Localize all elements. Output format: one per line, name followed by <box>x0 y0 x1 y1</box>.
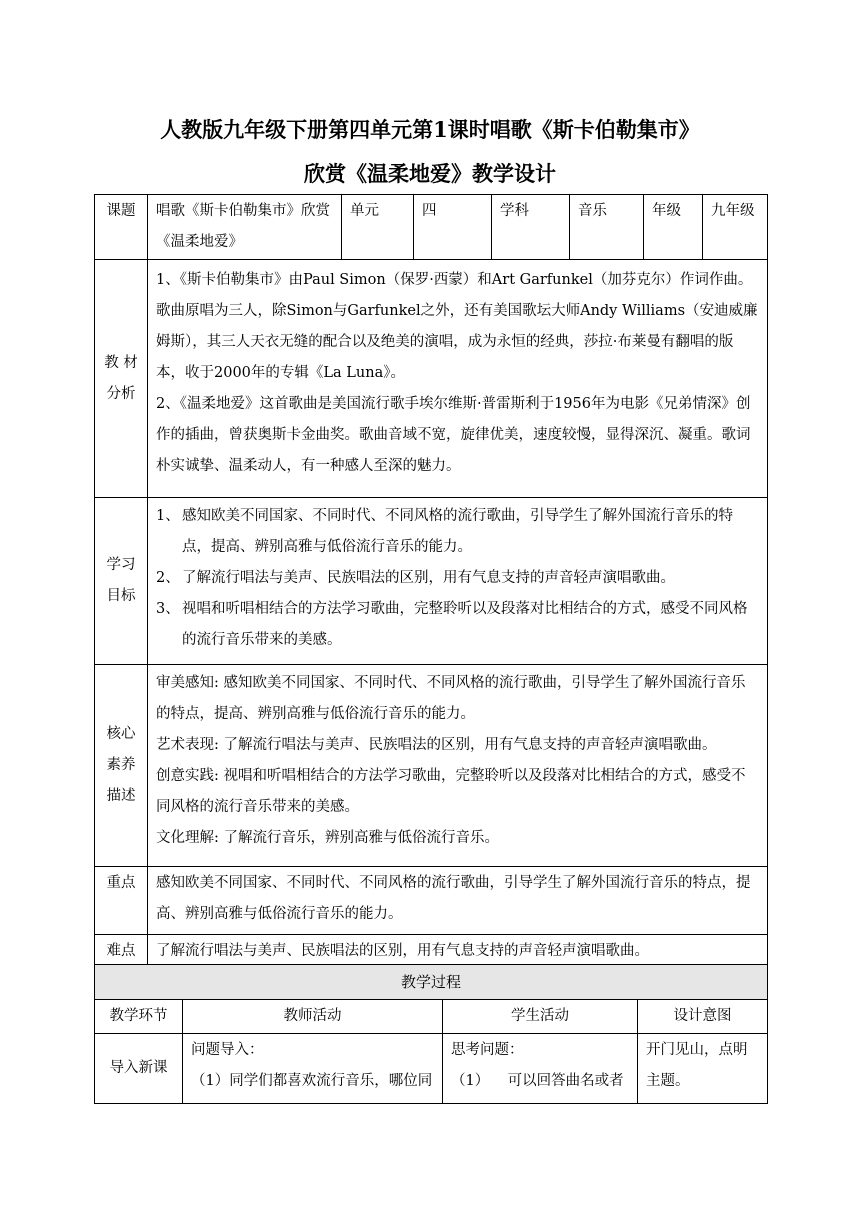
materials-label: 教 材 分析 <box>95 260 148 498</box>
process-stage: 导入新课 <box>95 1034 183 1104</box>
key-point-row <box>95 867 768 935</box>
objective-item <box>156 563 759 594</box>
topic-value: 唱歌《斯卡伯勒集市》欣赏《温柔地爱》 <box>148 195 342 260</box>
literacy-item: 艺术表现: 了解流行唱法与美声、民族唱法的区别，用有气息支持的声音轻声演唱歌曲。 <box>156 737 717 753</box>
process-band-title: 教学过程 <box>95 965 768 1000</box>
key-point-text: 感知欧美不同国家、不同时代、不同风格的流行歌曲，引导学生了解外国流行音乐的特点，提高、辨别高雅与低俗流行音乐的能力。 <box>148 867 768 935</box>
process-teacher-activity <box>183 1034 443 1104</box>
difficulty-label: 难点 <box>95 935 148 974</box>
difficulty-text: 了解流行唱法与美声、民族唱法的区别，用有气息支持的声音轻声演唱歌曲。 <box>148 935 768 974</box>
subject-value: 音乐 <box>570 195 644 260</box>
objective-text: 感知欧美不同国家、不同时代、不同风格的流行歌曲，引导学生了解外国流行音乐的特点，提高、辨别高雅与低俗流行音乐的能力。 <box>182 508 733 555</box>
materials-paragraph-2: 2、《温柔地爱》这首歌曲是美国流行歌手埃尔维斯·普雷斯利于1956年为电影《兄弟情深》创作的插曲，曾获奥斯卡金曲奖。歌曲音域不宽，旋律优美，速度较慢，显得深沉、凝重。歌词朴实诚挚、温柔动人，有一种感人至深的魅力。 <box>156 396 751 474</box>
unit-label: 单元 <box>342 195 414 260</box>
literacy-content <box>148 665 768 867</box>
objective-number: 1、 <box>156 508 180 524</box>
key-point-label: 重点 <box>95 867 148 935</box>
topic-label: 课题 <box>95 195 148 260</box>
header-row <box>95 195 768 260</box>
process-header-stage: 教学环节 <box>95 1000 183 1034</box>
process-header-student: 学生活动 <box>443 1000 638 1034</box>
grade-value: 九年级 <box>703 195 768 260</box>
process-row <box>95 1034 768 1104</box>
subject-label: 学科 <box>492 195 570 260</box>
process-design-intent: 开门见山，点明主题。 <box>638 1034 768 1104</box>
materials-content <box>148 260 768 498</box>
literacy-item: 创意实践: 视唱和听唱相结合的方法学习歌曲，完整聆听以及段落对比相结合的方式，感受不同风格的流行音乐带来的美感。 <box>156 768 746 815</box>
objectives-label: 学习 目标 <box>95 498 148 665</box>
student-line: （1） 可以回答曲名或者 <box>451 1073 624 1089</box>
literacy-row <box>95 665 768 867</box>
objective-item <box>156 501 759 563</box>
document-title-line2: 欣赏《温柔地爱》教学设计 <box>304 161 556 186</box>
teacher-line: （1）同学们都喜欢流行音乐，哪位同 <box>191 1073 433 1089</box>
literacy-item: 文化理解: 了解流行音乐，辨别高雅与低俗流行音乐。 <box>156 830 499 846</box>
teacher-line: 问题导入： <box>191 1042 264 1058</box>
materials-row <box>95 260 768 498</box>
process-header-teacher: 教师活动 <box>183 1000 443 1034</box>
materials-paragraph-1: 1、《斯卡伯勒集市》由Paul Simon（保罗·西蒙）和Art Garfunkel（加芬克尔）作词作曲。歌曲原唱为三人，除Simon与Garfunkel之外，还有美国歌坛大师Andy Williams（安迪威廉姆斯），其三人天衣无缝的配合以及绝美的演唱，成为永恒的经典，莎拉·布莱曼有翻唱的版本，收于2000年的专辑《La Luna》。 <box>156 272 758 381</box>
teaching-process-table <box>94 964 768 1104</box>
process-header-row <box>95 1000 768 1034</box>
process-student-activity <box>443 1034 638 1104</box>
unit-value: 四 <box>414 195 492 260</box>
document-title-line1: 人教版九年级下册第四单元第1课时唱歌《斯卡伯勒集市》 <box>160 117 700 142</box>
objective-text: 了解流行唱法与美声、民族唱法的区别，用有气息支持的声音轻声演唱歌曲。 <box>182 570 675 586</box>
literacy-label: 核心 素养 描述 <box>95 665 148 867</box>
student-line: 思考问题： <box>451 1042 524 1058</box>
objectives-row <box>95 498 768 665</box>
process-header-intent: 设计意图 <box>638 1000 768 1034</box>
literacy-item: 审美感知: 感知欧美不同国家、不同时代、不同风格的流行歌曲，引导学生了解外国流行音乐的特点，提高、辨别高雅与低俗流行音乐的能力。 <box>156 675 746 722</box>
grade-label: 年级 <box>644 195 703 260</box>
objective-number: 2、 <box>156 570 180 586</box>
lesson-info-table <box>94 194 768 974</box>
objectives-content <box>148 498 768 665</box>
objective-text: 视唱和听唱相结合的方法学习歌曲，完整聆听以及段落对比相结合的方式，感受不同风格的流行音乐带来的美感。 <box>182 601 748 648</box>
process-band-row <box>95 965 768 1000</box>
objective-number: 3、 <box>156 601 180 617</box>
objective-item <box>156 594 759 656</box>
